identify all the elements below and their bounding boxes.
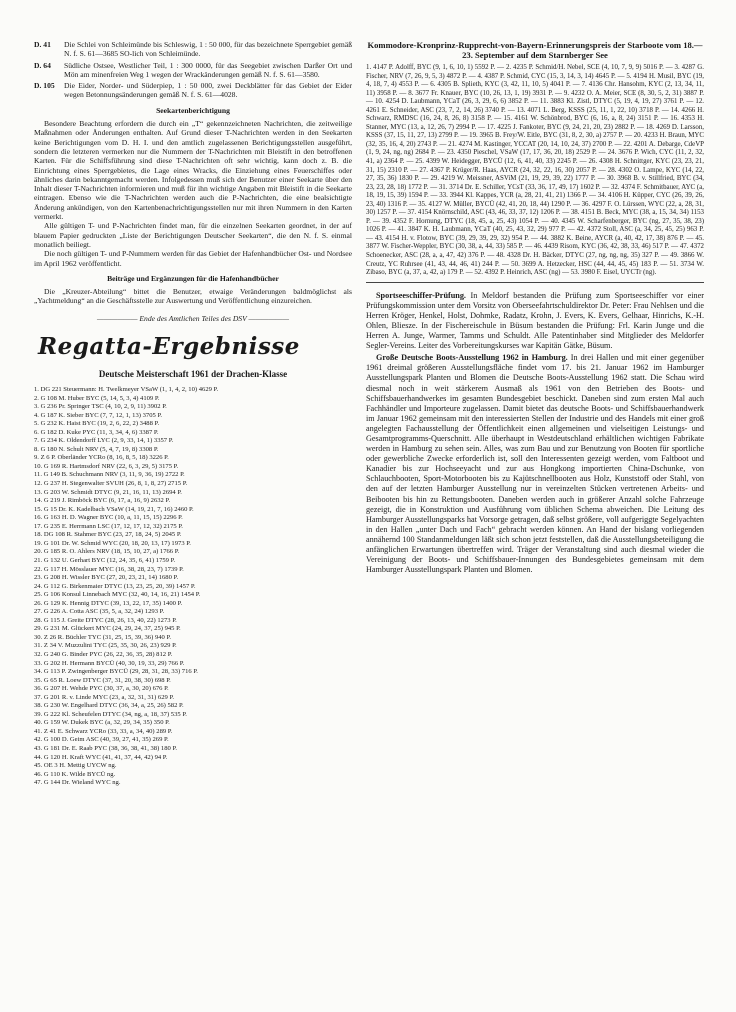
chart-correction-entry [34, 81, 352, 100]
beitraege-heading: Beiträge und Ergänzungen für die Hafenhandbücher [107, 273, 279, 283]
result-row: 47. G 144 Dr. Wieland WYC ng. [34, 779, 121, 787]
result-row: 46. G 110 K. Wilde BYCÜ ng. [34, 770, 116, 778]
chart-number: D. 105 [34, 81, 55, 91]
meisterschaft-heading: Deutsche Meisterschaft 1961 der Drachen-Klasse [98, 369, 288, 380]
sportseeschiffer-article [366, 291, 704, 352]
result-row: 39. G 222 Kl. Scheufelen DTYC (34, ng, a, 18, 37) 535 P. [34, 710, 187, 718]
regatta-title: Regatta-Ergebnisse [38, 333, 300, 361]
result-row: 10. G 169 R. Hartmsdorf NRV (22, 6, 3, 29, 5) 3175 P. [34, 462, 179, 470]
chart-correction-entry [34, 40, 352, 59]
end-note: Ende des Amtlichen Teiles des DSV [139, 313, 247, 323]
result-row: 35. G 65 R. Loew DTYC (37, 31, 20, 38, 30) 698 P. [34, 676, 171, 684]
result-row: 25. G 106 Konsul Linnebach MYC (32, 40, 14, 16, 21) 1454 P. [34, 591, 201, 599]
result-row: 17. G 235 E. Herrmann LSC (17, 12, 17, 12, 32) 2175 P. [34, 522, 183, 530]
result-row: 12. G 237 H. Stegenwalter SVUH (26, 8, 1, 8, 27) 2715 P. [34, 480, 188, 488]
seekarten-paragraph: Besondere Beachtung erfordern die durch ein „T“ gekennzeichneten Nachrichten, die zeitweilige Maßnahmen oder Änderungen enthalten. Auf Grund dieser T-Nachrichten werden in den Seekarten keine Berichtigungen vom D. H. I. und den amtlich zugelassenen Berichtigungsstellen ausgeführt, sondern die letzteren vermerken nur die Nummern der T-Nachrichten mit Bleistift in den betroffenen Karten. Für die Schiffsführung sind diese T-Nachrichten oft sehr wichtig, kann doch z. B. die Einrichtung eines Sperrgebietes, die Lage eines Wracks, die Einziehung eines Feuerschiffes oder ähnliches darin bekanntgemacht werden. Infolgedessen muß sich der Benutzer einer Seekarte über den Inhalt dieser T-Nachrichten informieren und muß für ihn wichtige Angaben mit Bleistift in die Seekarte eintragen. Ebenso wie die T-Nachrichten werden auch die P-Nachrichten, die eine bealsichtigte Änderung ankündigen, von den Kartenbenachrichtigungsstellen nur mit ihren Nummern in den Karten vermerkt. [34, 119, 352, 222]
result-row: 24. G 112 G. Birkenmaier DTYC (13, 23, 25, 20, 39) 1457 P. [34, 582, 196, 590]
seekarten-paragraph: Die noch gültigen T- und P-Nummern werden für das Gebiet der Hafenhandbücher Ost- und Nordsee im April 1962 veröffentlicht. [34, 249, 352, 268]
result-row: 32. G 240 G. Binder PYC (26, 22, 36, 35, 28) 812 P. [34, 650, 173, 658]
results-list [34, 386, 352, 788]
seekarten-paragraph: Alle gültigen T- und P-Nachrichten findet man, für die einzelnen Seekarten geordnet, in der auf blauem Papier gedruckten „Liste der Berichtigungen Deutscher Seekarten“, die den N. f. S. einmal monatlich beiliegt. [34, 221, 352, 249]
kommodore-results: 1. 4147 P. Adolff, BYC (9, 1, 6, 10, 1) 5592 P. — 2. 4235 P. Schmid/H. Nebel, SCE (4, 10, 7, 9, 9) 5016 P. — 3. 4287 G. Fischer, NRV (7, 26, 9, 5, 3) 4872 P. — 4. 4387 P. Schmid, CYC (15, 3, 14, 3, 14) 4645 P. — 5. 4194 H. Musil, BYC (19, 4, 18, 7, 4) 4553 P. — 6. 4305 B. Splieth, KYC (3, 42, 11, 10, 5) 4041 P. — 7. 4136 Chr. Hansohm, KYC (2, 13, 34, 11, 11) 3958 P. — 8. 3677 Fr. Knauer, BYC (10, 26, 13, 1, 19) 3931 P. — 9. 4232 O. A. Meier, SCE (8, 30, 5, 2, 31) 3887 P. — 10. 4254 D. Laubmann, YCaT (26, 3, 29, 6, 6) 3852 P. — 11. 3883 Kl. Zistl, DTYC (5, 19, 4, 19, 27) 3761 P. — 12. 4261 E. Schneider, ASC (23, 7, 2, 14, 26) 3740 P. — 13. 4071 L. Berg, KSSS (25, 11, 1, 22, 10) 3718 P. — 14. 4266 H. Schwarz, RMDSC (16, 24, 8, 26, 8) 3158 P. — 15. 4161 W. Schönbrod, BYC (6, 16, a, 8, 24) 3151 P. — 16. 4353 H. Stanner, MYC (13, a, 12, 26, 7) 2994 P. — 17. 4225 J. Fankoter, BYC (9, 24, 21, 20, 23) 2882 P. — 18. 4269 D. Larsson, KSSS (37, 15, 11, 27, 13) 2799 P. — 19. 3965 B. Frey/W. Eitle, BYC (31, 8, 2, 30, a) 2757 P. — 20. 4233 H. Braun, MYC (32, 35, 16, 4, 20) 2743 P. — 21. 4274 M. Kastinger, YCCAT (20, 14, 10, 24, 37) 2700 P. — 22. 4201 A. Debarge, CdeVP (1, 9, 24, ng, ng) 2684 P. — 23. 4350 Pieschel, VSaW (17, 17, 36, 20, 18) 2529 P. — 24. 3676 P. Wich, CYC (11, 2, 32, 41, a) 2364 P. — 25. 4399 W. Heidegger, BYCÜ (12, 6, 41, 40, 33) 2245 P. — 26. 4308 H. Schnittger, KYC (23, 23, 21, 31, 15) 2310 P. — 27. 4367 P. Krüger/R. Haas, AYCR (24, 32, 22, 16, 30) 2057 P. — 28. 4302 O. Lampe, KYC (14, 22, 27, 35, 36) 1830 P. — 29. 4219 W. Meissner, ASViM (21, 19, 29, 39, 22) 1777 P. — 30. 3968 B. v. Stillfried, BYC (34, 23, 23, 28, 18) 1772 P. — 31. 3714 Dr. E. Schiller, YCsT (33, 36, 17, 49, 17) 1602 P. — 32. 4374 F. Schmitbauer, AYC (a, 18, 19, 15, 39) 1594 P. — 33. 3944 Kl. Kappes, YCR (a, 28, 21, 41, 21) 1366 P. — 34. 4106 H. Küpper, CYC (26, 39, 26, 23, 40) 1316 P. — 35. 4127 W. Müller, BYCÜ (42, 41, 20, 18, 44) 1290 P. — 36. 4297 F. O. Lürssen, WYC (22, a, 28, 31, 30) 1257 P. — 37. 4154 Knörnschild, ASC (43, 46, 33, 37, 12) 1206 P. — 38. 4151 B. Beck, MYC (38, a, 15, 34, 34) 1153 P. — 39. 4352 F. Hornung, DTYC (18, 45, a, 25, 43) 1054 P. — 40. 4345 W. Scharfenberger, BYC (ng, 27, 35, 38, 23) 1026 P. — 41. 3847 K. H. Laubmann, YCaT (40, 25, 43, 32, 29) 977 P. — 42. 4372 Stoll, ASC (a, 34, 25, 45, 25) 963 P. — 43. 4154 H. v. Flotow, BYC (39, 29, 39, 29, 32) 954 P. — 44. 3882 K. Beine, AYCR (a, 40, 42, 17, 38) 876 P. — 45. 3877 W. Fischer-Weppler, BYC (30, 38, a, 44, 33) 585 P. — 46. 4439 Risom, KYC (36, 42, 38, 33, 46) 517 P. — 47. 4372 Schoenecker, ASC (28, a, a, 47, 42) 376 P. — 48. 4328 Dr. H. Bäcker, DTYC (27, ng, ng, ng, 35) 327 P. — 49. 3866 W. Creutz, YC Ruhrsee (41, 43, 44, 46, 41) 244 P. — 50. 3699 A. Hetzecker, HSC (44, 44, 45, 45) 183 P. — 51. 3734 W. Zibaso, BYC (a, 37, a, 42, a) 179 P. — 52. 4392 P. Heinrich, ASC (ng) — 53. 3980 F. Eisel, UYCTr (ng). [366, 64, 704, 277]
result-row: 20. G 185 R. O. Ahlers NRV (18, 15, 10, 27, a) 1766 P. [34, 548, 180, 556]
result-row: 29. G 231 M. Glückert MYC (24, 29, 24, 37, 25) 945 P. [34, 625, 181, 633]
left-column [34, 40, 352, 788]
result-row: 34. G 113 P. Zwingenberger BYCÜ (29, 28, 31, 28, 33) 716 P. [34, 668, 198, 676]
result-row: 9. Z 6 P. Oberländer YCRo (8, 16, 8, 5, 18) 3226 P. [34, 454, 169, 462]
result-row: 28. G 115 J. Greite DTYC (28, 26, 13, 40, 22) 1273 P. [34, 616, 177, 624]
result-row: 45. OE 3 H. Mettig UYCW ng. [34, 762, 117, 770]
result-row: 41. Z 41 E. Schwarz YCRo (33, 33, a, 34, 40) 289 P. [34, 727, 173, 735]
result-row: 26. G 129 K. Hennig DTYC (39, 13, 22, 17, 35) 1400 P. [34, 599, 183, 607]
result-row: 13. G 203 W. Schmidt DTYC (9, 21, 16, 11, 13) 2694 P. [34, 488, 182, 496]
kommodore-heading: Kommodore-Kronprinz-Rupprecht-von-Bayern-Erinnerungspreis der Starboote vom 18.—23. September auf dem Starnberger See [367, 40, 703, 60]
chart-number: D. 41 [34, 40, 51, 49]
ausstellung-text: In drei Hallen und mit einer gegenüber 1961 dreimal größeren Ausstellungsfläche findet vom 17. bis 21. Januar 1962 im Hamburger Ausstellungspark Planten und Blomen die Deutsche Boots-Ausstellung 1962 statt. Die Schau wird diesmal noch in weit stärkerem Ausmaß als 1961 von den Betrieben des Boots- und Schiffsbauerhandwerkes im gesamten Bundesgebiet beschickt. Daneben sind zum ersten Mal auch Fachhändler und Importeure zugelassen. Damit bietet das deutsche Boots- und Schiffsbauerhandwerk im Januar 1962 gemeinsam mit den interessierten Stellen der Industrie und des Handels mit einer groß angelegten Fachausstellung der Öffentlichkeit einen allgemeinen und vielseitigen Leistungs- und Gesamtprogramms-Querschnitt. Alle überhaupt in Westdeutschland erhältlichen wichtigen Fabrikate werden in Hamburg zu sehen sein. Alles, was zum Bau und zur Benutzung von Booten für sportliche oder gewerbliche Zwecke erforderlich ist, soll den Interessenten gezeigt werden, vom Faltboot und Kanadier bis zur Hochseeyacht und zur aus Hongkong importierten China-Dschunke, von Schlauchbooten, Sport-Motorbooten bis zu Kajütschnellbooten aus Holz, Kunststoff oder Stahl, von den auf der letzten Hamburger Ausstellung nur in vereinzelten Stücken vertretenen Arbeits- und Beibooten bis hin zu Rettungsbooten. Daneben werden auch in größerer Anzahl solche Fahrzeuge gezeigt, die in Konstruktion und Ausführung vom üblichen Schema abweichen. Die Leitung des Hamburger Ausstellungsparks hat Vorsorge getragen, daß selbst größere, voll aufgeriggte Segelyachten in den Hallen „unter Dach und Fach“ gebracht werden können. An Hand der bislang vorliegenden annähernd 100 Standanmeldungen läßt sich schon jetzt feststellen, daß die Ausstellungsbeteiligung die anfänglichen Erwartungen übertreffen wird. Träger der Veranstaltung sind auch diesmal wieder die Vereinigung der Boots- und Schiffsbauer-Innungen des Bundesgebietes gemeinsam mit dem Hamburger Ausstellungspark Planten und Blomen. [366, 353, 704, 575]
ausstellung-article [366, 353, 704, 575]
result-row: 37. G 201 R. v. Linde MYC (23, a, 32, 31, 31) 629 P. [34, 693, 175, 701]
result-row: 19. G 101 Dr. W. Schmid WYC (20, 18, 20, 13, 17) 1973 P. [34, 539, 191, 547]
result-row: 3. G 236 Pr. Springer TSC (4, 10, 2, 9, 11) 3902 P. [34, 403, 167, 411]
result-row: 23. G 208 H. Wissler BYC (27, 20, 23, 21, 14) 1680 P. [34, 574, 179, 582]
result-row: 1. DG 221 Steuermann: H. Twelkmeyer VSaW (1, 1, 4, 2, 10) 4629 P. [34, 386, 219, 394]
right-column [366, 40, 704, 575]
chart-correction-text: Die Eider, Norder- und Süderpiep, 1 : 50 000, zwei Deckblätter für das Gebiet der Eider wegen Betonnungsänderungen gemäß N. f. S. 61—4028. [64, 81, 352, 100]
chart-number: D. 64 [34, 60, 51, 70]
divider [366, 282, 704, 283]
result-row: 43. G 181 Dr. E. Raab PYC (38, 36, 38, 41, 38) 180 P. [34, 744, 178, 752]
chart-correction-list [34, 40, 352, 100]
result-row: 14. G 219 J. Rimböck BYC (6, 17, a, 16, 9) 2632 P. [34, 497, 171, 505]
chart-correction-text: Südliche Ostsee, Westlicher Teil, 1 : 300 0000, für das Seegebiet zwischen Darßer Ort und Mön am minenfreien Weg 1 wegen der Wrackänderungen gemäß N. f. S. 61—3580. [64, 60, 352, 79]
chart-correction-entry [34, 61, 352, 80]
result-row: 8. G 180 N. Schult NRV (5, 4, 7, 19, 8) 3308 P. [34, 445, 159, 453]
result-row: 11. G 149 B. Schuchmann NRV (3, 11, 9, 36, 19) 2722 P. [34, 471, 185, 479]
result-row: 21. G 132 U. Gerhart BYC (12, 24, 35, 6, 41) 1759 P. [34, 556, 176, 564]
result-row: 18. DG 108 R. Stahmer BYC (23, 27, 18, 24, 5) 2045 P. [34, 531, 182, 539]
result-row: 5. G 232 K. Haist BYC (19, 2, 6, 22, 2) 3488 P. [34, 420, 160, 428]
result-row: 44. G 120 H. Kraft WYC (41, 41, 37, 44, 42) 94 P. [34, 753, 168, 761]
ausstellung-heading: Große Deutsche Boots-Ausstellung 1962 in Hamburg. [376, 353, 568, 363]
result-row: 36. G 207 H. Wehde PYC (30, 37, a, 30, 20) 676 P. [34, 685, 169, 693]
end-of-official-section: —————— Ende des Amtlichen Teiles des DSV —————— [96, 313, 290, 323]
result-row: 2. G 108 M. Huber BYC (5, 14, 5, 3, 4) 4109 P. [34, 394, 160, 402]
seekarten-heading: Seekartenberichtigung [156, 105, 230, 115]
chart-correction-text: Die Schlei von Schleimünde bis Schleswig, 1 : 50 000, für das bezeichnete Sperrgebiet gemäß N. f. S. 61—3685 SO-lich von Schleimünde. [64, 40, 352, 59]
result-row: 7. G 234 K. Oldendorff LYC (2, 9, 33, 14, 1) 3357 P. [34, 437, 174, 445]
seekarten-body [34, 119, 352, 268]
result-row: 38. G 230 W. Engelhard DTYC (36, 34, a, 25, 26) 582 P. [34, 702, 184, 710]
result-row: 16. G 163 H. D. Wagner BYC (10, a, 11, 15, 15) 2296 P. [34, 514, 183, 522]
beitraege-paragraph: Die „Kreuzer-Abteilung“ bittet die Benutzer, etwaige Veränderungen baldmöglichst als „Yachtmeldung“ an die Geschäftsstelle zur Auswertung und Veröffentlichung einzureichen. [34, 287, 352, 306]
result-row: 31. Z 34 V. Muzzulini TYC (25, 35, 30, 26, 23) 929 P. [34, 642, 177, 650]
result-row: 42. G 100 D. Geim ASC (40, 39, 27, 41, 35) 269 P. [34, 736, 169, 744]
result-row: 27. G 226 A. Cotta ASC (35, 5, a, 32, 24) 1293 P. [34, 608, 165, 616]
result-row: 30. Z 26 R. Büchler TYC (31, 25, 15, 39, 36) 940 P. [34, 633, 172, 641]
result-row: 40. G 159 W. Dukek BYC (a, 32, 29, 34, 35) 350 P. [34, 719, 170, 727]
result-row: 6. G 182 D. Kuke PYC (11, 3, 34, 4, 6) 3387 P. [34, 428, 159, 436]
sportseeschiffer-heading: Sportseeschiffer-Prüfung. [376, 290, 466, 300]
result-row: 22. G 117 H. Mösslauer MYC (16, 38, 28, 23, 7) 1739 P. [34, 565, 184, 573]
sportseeschiffer-text: In Meldorf bestanden die Prüfung zum Sportseeschiffer vor einer Prüfungskommission unter dem Vorsitz von Oberseefahrtschuldirektor Dr. Peter: Frau Nehlsen und die Herren Kröger, Henkel, Holst, Dohmke, Radatz, Krohn, J. Evers, K. Evers, Gelhaar, Hinrichs, K.-H. Ohlen, Bliesze. In der Fischereischule in Büsum bestanden die Prüfung: Frl. Karin Junge und die Herren A. Junge, Warmer, Tamms und Schuldt. Alle Patentinhaber sind Mitglieder des Meldorfer Segler-Vereins. Leiter des Vorbereitungskurses war Kapitän Gätke, Büsum. [366, 290, 704, 351]
result-row: 4. G 187 K. Sieber BYC (7, 7, 12, 1, 13) 3705 P. [34, 411, 163, 419]
result-row: 33. G 202 H. Hermann BYCÜ (40, 30, 19, 33, 29) 766 P. [34, 659, 185, 667]
result-row: 15. G 15 Dr. K. Kadelbach VSaW (14, 19, 21, 7, 16) 2460 P. [34, 505, 194, 513]
